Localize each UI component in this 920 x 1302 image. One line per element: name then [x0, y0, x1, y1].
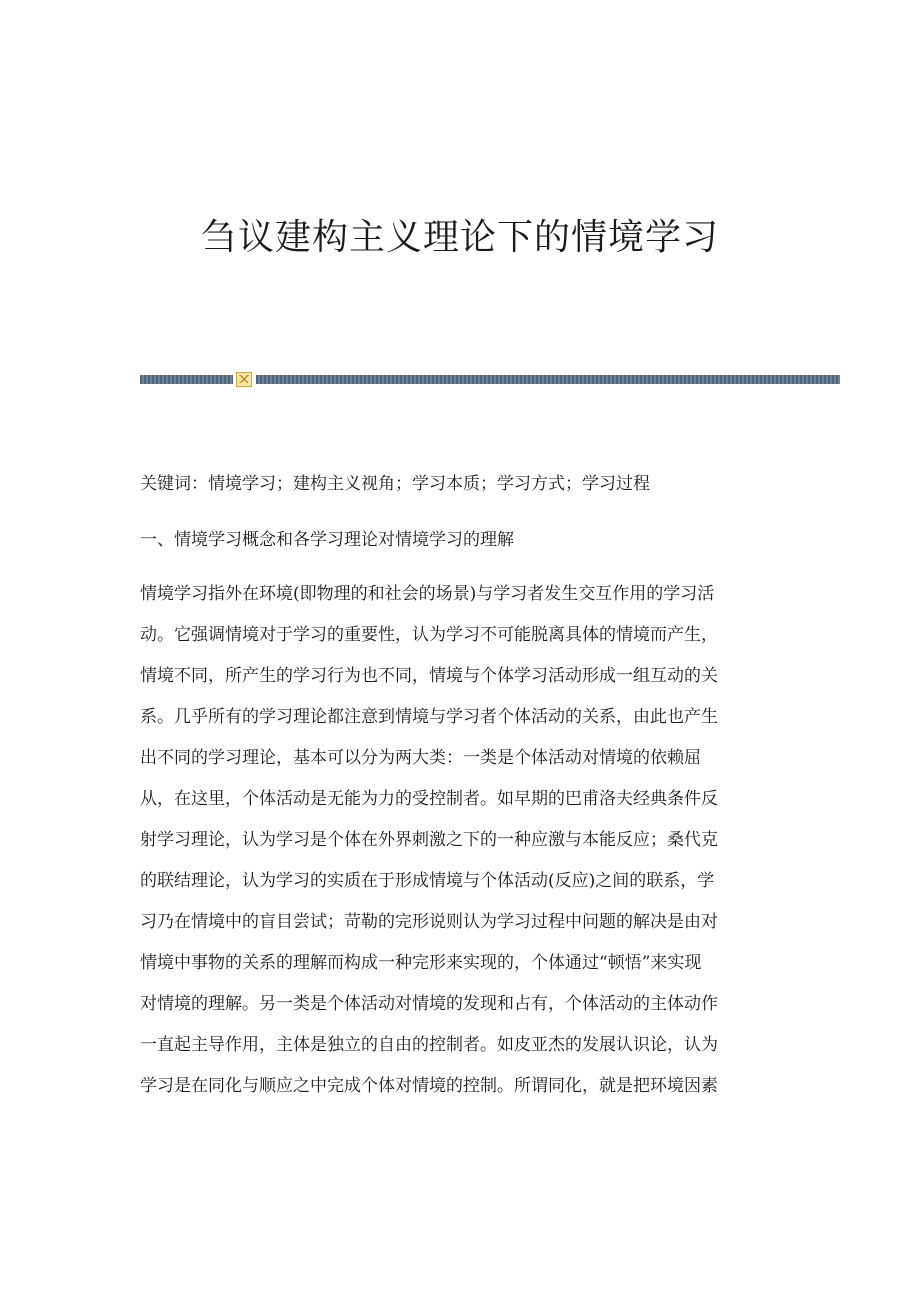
body-line: 动。它强调情境对于学习的重要性，认为学习不可能脱离具体的情境而产生，	[140, 625, 718, 645]
body-line: 对情境的理解。另一类是个体活动对情境的发现和占有，个体活动的主体动作	[140, 994, 718, 1014]
body-line: 情境中事物的关系的理解而构成一种完形来实现的，个体通过“顿悟”来实现	[140, 953, 702, 973]
divider-bar-left	[140, 375, 233, 384]
body-line: 射学习理论，认为学习是个体在外界刺激之下的一种应激与本能反应；桑代克	[140, 830, 718, 850]
body-line: 习乃在情境中的盲目尝试；苛勒的完形说则认为学习过程中问题的解决是由对	[140, 912, 718, 932]
body-line: 情境学习指外在环境(即物理的和社会的场景)与学习者发生交互作用的学习活	[140, 584, 715, 604]
body-line: 的联结理论，认为学习的实质在于形成情境与个体活动(反应)之间的联系，学	[140, 871, 715, 891]
body-line: 一直起主导作用，主体是独立的自由的控制者。如皮亚杰的发展认识论，认为	[140, 1035, 718, 1055]
body-line: 系。几乎所有的学习理论都注意到情境与学习者个体活动的关系，由此也产生	[140, 707, 718, 727]
document-title: 刍议建构主义理论下的情境学习	[200, 217, 719, 258]
envelope-ornament-icon	[236, 372, 252, 387]
keywords-line: 关键词：情境学习；建构主义视角；学习本质；学习方式；学习过程	[140, 474, 650, 494]
title-divider	[140, 375, 840, 384]
body-line: 出不同的学习理论，基本可以分为两大类：一类是个体活动对情境的依赖屈	[140, 748, 701, 768]
body-paragraph	[140, 580, 780, 1113]
body-line: 情境不同，所产生的学习行为也不同，情境与个体学习活动形成一组互动的关	[140, 666, 718, 686]
body-line: 从，在这里，个体活动是无能为力的受控制者。如早期的巴甫洛夫经典条件反	[140, 789, 718, 809]
divider-bar-right	[256, 375, 840, 384]
section-heading: 一、情境学习概念和各学习理论对情境学习的理解	[140, 530, 514, 550]
body-line: 学习是在同化与顺应之中完成个体对情境的控制。所谓同化，就是把环境因素	[140, 1076, 718, 1096]
